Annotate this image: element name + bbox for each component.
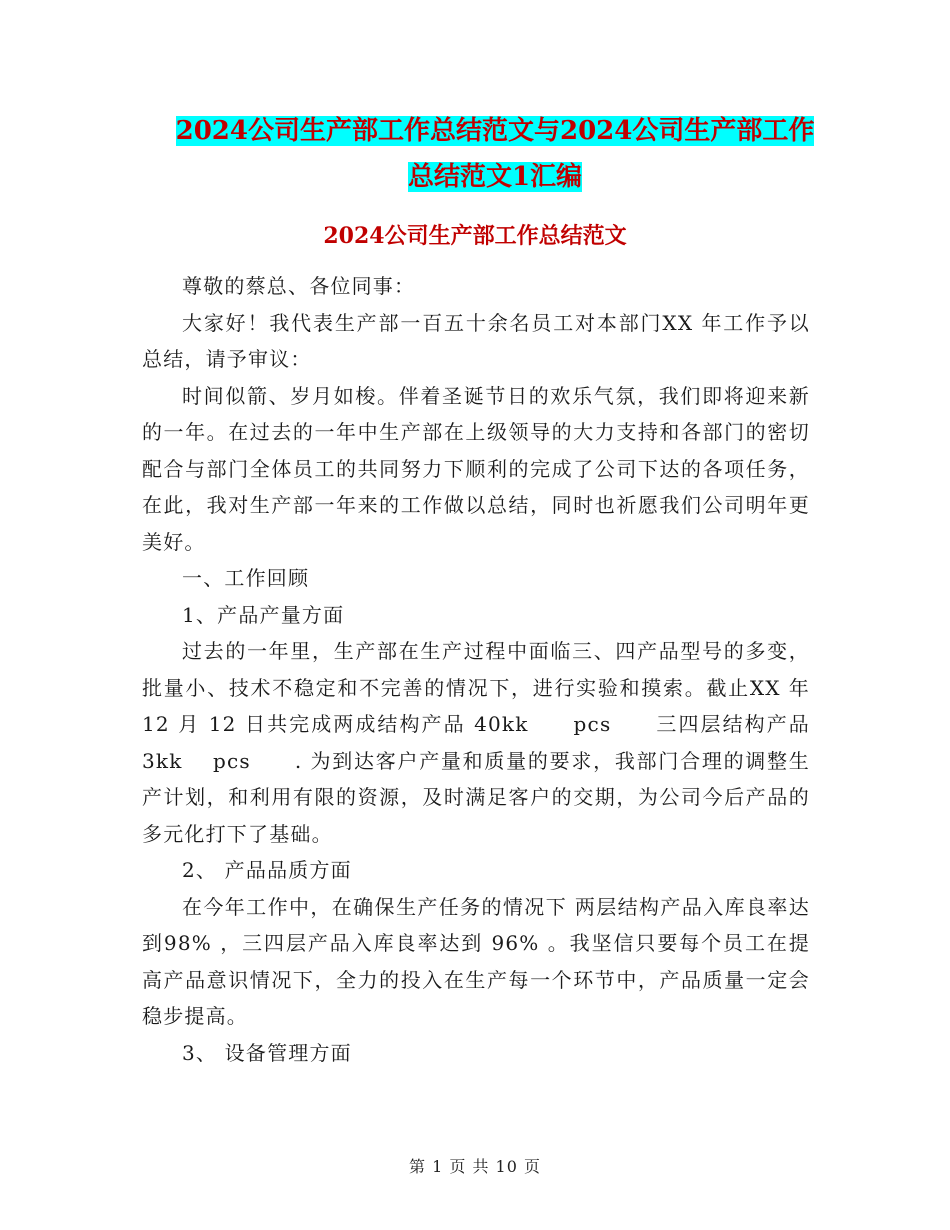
heading-equipment: 3、 设备管理方面 bbox=[182, 1040, 352, 1065]
paragraph-time: 时间似箭、岁月如梭。伴着圣诞节日的欢乐气氛，我们即将迎来新的一年。在过去的一年中生产部在上级领导的大力支持和各部门的密切配合与部门全体员工的共同努力下顺利的完成了公司下达的各项任务，在此，我对生产部一年来的工作做以总结，同时也祈愿我们公司明年更美好。 bbox=[142, 383, 810, 554]
heading-quality: 2、 产品品质方面 bbox=[182, 858, 352, 882]
paragraph-output: 过去的一年里，生产部在生产过程中面临三、四产品型号的多变，批量小、技术不稳定和不完善的情况下，进行实验和摸索。截止XX 年 12 月 12 日共完成两成结构产品 40kk pcs 三四层结构产品 3kk pcs . 为到达客户产量和质量的要求，我部门合理的调整生产计划，和利用有限的资源，及时满足客户的交期，为公司今后产品的多元化打下了基础。 bbox=[142, 639, 810, 846]
document-main-title bbox=[140, 108, 850, 200]
page-number-footer: 第 1 页 共 10 页 bbox=[409, 1157, 541, 1176]
heading-output: 1、产品产量方面 bbox=[182, 602, 345, 627]
document-body bbox=[142, 268, 810, 1071]
paragraph-intro: 大家好！我代表生产部一百五十余名员工对本部门XX 年工作予以总结，请予审议： bbox=[142, 310, 810, 371]
paragraph-greeting: 尊敬的蔡总、各位同事： bbox=[182, 274, 416, 298]
main-title-line-2: 总结范文1汇编 bbox=[407, 162, 583, 192]
main-title-line-1: 2024公司生产部工作总结范文与2024公司生产部工作 bbox=[175, 116, 815, 146]
paragraph-quality: 在今年工作中，在确保生产任务的情况下 两层结构产品入库良率达到98% ，三四层产品入库良率达到 96% 。我坚信只要每个员工在提高产品意识情况下，全力的投入在生产每一个环节中，产品质量一定会稳步提高。 bbox=[142, 894, 810, 1028]
heading-work-review: 一、工作回顾 bbox=[182, 566, 310, 590]
section-title: 2024公司生产部工作总结范文 bbox=[323, 223, 627, 249]
